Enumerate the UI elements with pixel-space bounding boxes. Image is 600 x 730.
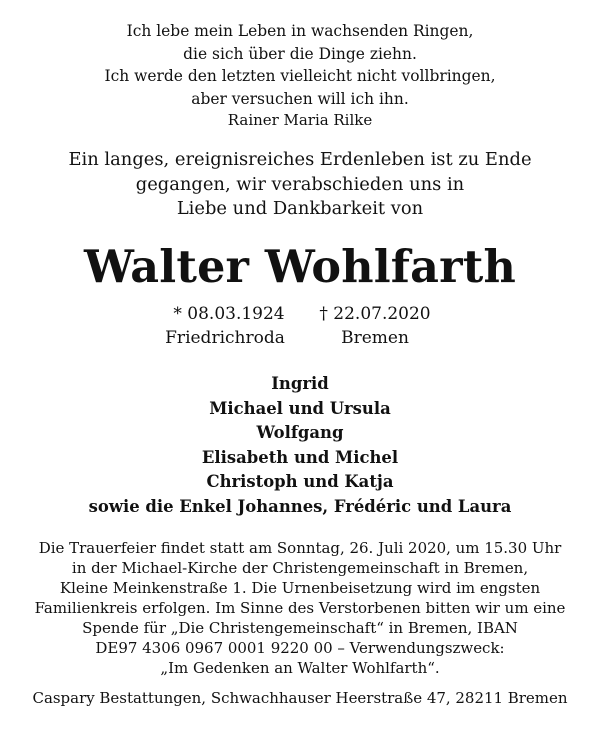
funeral-notice bbox=[0, 538, 600, 678]
notice-line: Die Trauerfeier findet statt am Sonntag, 26. Juli 2020, um 15.30 Uhr bbox=[38, 539, 562, 557]
birth-date: * 08.03.1924 bbox=[173, 304, 285, 324]
intro-line: Liebe und Dankbarkeit von bbox=[176, 198, 424, 219]
funeral-home-address: Caspary Bestattungen, Schwachhauser Heerstraße 47, 28211 Bremen bbox=[32, 689, 568, 707]
poem-line: die sich über die Dinge ziehn. bbox=[183, 44, 417, 63]
poem-author-name: Rainer Maria Rilke bbox=[227, 111, 373, 129]
family-members bbox=[0, 372, 600, 519]
notice-line: „Im Gedenken an Walter Wohlfarth“. bbox=[160, 659, 440, 677]
death-info bbox=[305, 302, 445, 350]
notice-line: Familienkreis erfolgen. Im Sinne des Verstorbenen bitten wir um eine bbox=[34, 599, 566, 617]
family-line: Michael und Ursula bbox=[209, 398, 391, 418]
intro-line: gegangen, wir verabschieden uns in bbox=[135, 173, 465, 195]
family-line: Ingrid bbox=[271, 374, 329, 393]
poem-line: Ich werde den letzten vielleicht nicht vollbringen, bbox=[104, 67, 496, 85]
poem-line: aber versuchen will ich ihn. bbox=[191, 89, 409, 108]
notice-line: in der Michael-Kirche der Christengemeinschaft in Bremen, bbox=[71, 559, 529, 577]
birth-place: Friedrichroda bbox=[165, 328, 285, 348]
birth-info bbox=[150, 302, 300, 350]
notice-line: DE97 4306 0967 0001 9220 00 – Verwendungszweck: bbox=[95, 639, 505, 657]
deceased-name-text: Walter Wohlfarth bbox=[83, 241, 516, 293]
intro-text bbox=[0, 148, 600, 222]
poem-author bbox=[0, 110, 600, 130]
deceased-name bbox=[0, 236, 600, 298]
poem-line: Ich lebe mein Leben in wachsenden Ringen, bbox=[126, 22, 474, 40]
family-line: Christoph und Katja bbox=[206, 472, 394, 491]
family-line: Elisabeth und Michel bbox=[201, 447, 399, 467]
death-place: Bremen bbox=[341, 328, 409, 348]
poem bbox=[0, 20, 600, 110]
notice-line: Kleine Meinkenstraße 1. Die Urnenbeisetzung wird im engsten bbox=[59, 579, 541, 597]
death-date: † 22.07.2020 bbox=[319, 304, 431, 324]
family-line: sowie die Enkel Johannes, Frédéric und Laura bbox=[88, 496, 512, 516]
funeral-home bbox=[0, 688, 600, 708]
notice-line: Spende für „Die Christengemeinschaft“ in Bremen, IBAN bbox=[82, 619, 518, 637]
family-line: Wolfgang bbox=[256, 423, 344, 442]
intro-line: Ein langes, ereignisreiches Erdenleben ist zu Ende bbox=[68, 149, 532, 170]
